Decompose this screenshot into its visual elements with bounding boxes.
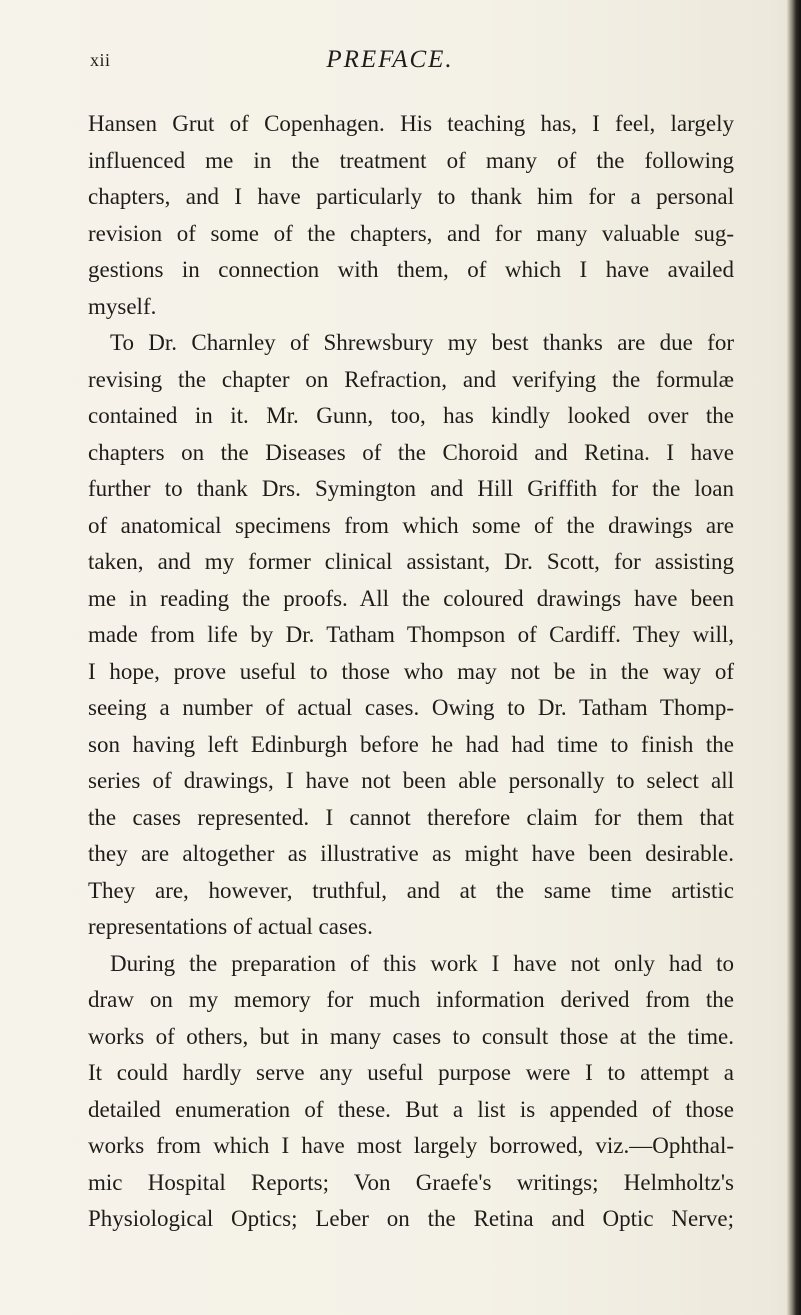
text-line: chapters on the Diseases of the Choroid and Retina. I have <box>88 439 734 465</box>
text-line: draw on my memory for much information derived from the <box>88 987 734 1012</box>
text-line: works from which I have most largely borrowed, viz.—Ophthal- <box>88 1133 734 1158</box>
text-line: son having left Edinburgh before he had had time to finish the <box>88 731 734 757</box>
page-header <box>60 46 720 80</box>
text-line: taken, and my former clinical assistant, Dr. Scott, for assisting <box>88 549 734 574</box>
text-line: They are, however, truthful, and at the same time artistic <box>88 877 734 903</box>
text-line: myself. <box>88 293 157 319</box>
text-line: they are altogether as illustrative as might have been desirable. <box>88 841 734 866</box>
book-spine-edge <box>787 0 801 1315</box>
text-line: works of others, but in many cases to consult those at the time. <box>88 1023 734 1049</box>
page-number: xii <box>90 50 111 70</box>
text-line: During the preparation of this work I have not only had to <box>110 950 734 976</box>
text-line: made from life by Dr. Tatham Thompson of Cardiff. They will, <box>88 622 734 647</box>
text-line: gestions in connection with them, of which I have availed <box>88 257 734 282</box>
text-line: chapters, and I have particularly to thank him for a personal <box>88 184 734 209</box>
text-line: me in reading the proofs. All the coloured drawings have been <box>88 585 734 611</box>
text-line: revision of some of the chapters, and for many valuable sug- <box>88 220 734 246</box>
text-line: To Dr. Charnley of Shrewsbury my best thanks are due for <box>110 330 734 355</box>
text-line: It could hardly serve any useful purpose were I to attempt a <box>88 1060 734 1085</box>
text-line: revising the chapter on Refraction, and verifying the formulæ <box>88 366 734 392</box>
text-line: seeing a number of actual cases. Owing to Dr. Tatham Thomp- <box>88 695 734 720</box>
text-line: influenced me in the treatment of many of the following <box>88 147 734 173</box>
text-line: series of drawings, I have not been able personally to select all <box>88 768 734 793</box>
text-line: contained in it. Mr. Gunn, too, has kindly looked over the <box>88 403 734 428</box>
text-line: mic Hospital Reports; Von Graefe's writings; Helmholtz's <box>88 1169 734 1195</box>
preface-text <box>88 106 734 1238</box>
text-line: Physiological Optics; Leber on the Retina and Optic Nerve; <box>88 1206 734 1231</box>
text-line: further to thank Drs. Symington and Hill Griffith for the loan <box>88 476 734 501</box>
text-line: detailed enumeration of these. But a list is appended of those <box>88 1096 734 1122</box>
text-line: of anatomical specimens from which some of the drawings are <box>88 512 734 538</box>
running-head: PREFACE. <box>326 46 454 73</box>
text-line: Hansen Grut of Copenhagen. His teaching has, I feel, largely <box>88 111 734 136</box>
text-line: the cases represented. I cannot therefore claim for them that <box>88 804 734 830</box>
text-line: I hope, prove useful to those who may not be in the way of <box>88 658 734 684</box>
text-line: representations of actual cases. <box>88 914 373 939</box>
